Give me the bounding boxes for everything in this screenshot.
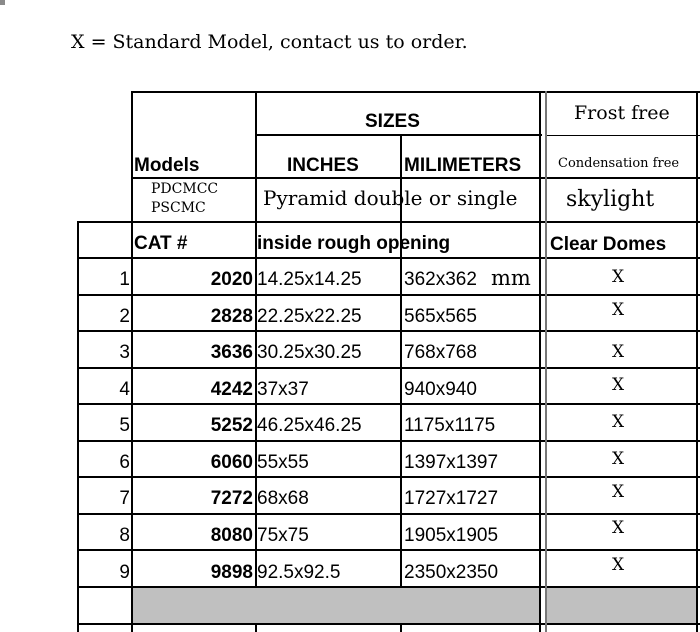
table-rule: [77, 257, 700, 259]
cat-number: 3636: [210, 342, 253, 363]
size-mm: 1397x1397: [404, 452, 499, 473]
size-inches: 92.5x92.5: [257, 562, 341, 583]
size-inches: 75x75: [257, 525, 309, 546]
size-inches: 22.25x22.25: [257, 306, 362, 327]
size-unit: mm: [491, 266, 531, 290]
size-inches: 30.25x30.25: [257, 342, 362, 363]
table-rule: [545, 91, 547, 632]
clear-dome-mark: X: [611, 375, 625, 395]
table-rule: [77, 221, 700, 223]
corner-marker: [0, 0, 5, 5]
cat-header: CAT #: [134, 233, 188, 254]
clear-dome-mark: X: [611, 412, 625, 432]
table-rule: [255, 134, 542, 136]
size-mm: 768x768: [404, 342, 477, 363]
table-rule: [696, 91, 698, 632]
size-mm: 1175x1175: [404, 415, 496, 436]
size-inches: 68x68: [257, 488, 309, 509]
clear-dome-mark: X: [611, 518, 625, 538]
size-mm: 940x940: [404, 379, 477, 400]
table-rule: [77, 549, 700, 551]
row-number: 8: [119, 525, 130, 546]
clear-dome-mark: X: [611, 300, 625, 320]
table-rule: [77, 403, 700, 405]
table-rule: [77, 476, 700, 478]
table-rule: [131, 177, 700, 179]
table-rule: [77, 330, 700, 332]
row-number: 2: [119, 306, 130, 327]
cat-number: 5252: [210, 415, 253, 436]
shaded-cell: [547, 588, 696, 623]
cat-number: 6060: [210, 452, 253, 473]
rough-opening-header: inside rough opening: [257, 233, 451, 254]
clear-dome-mark: X: [611, 555, 625, 575]
sizes-header: SIZES: [365, 111, 420, 132]
clear-domes-header: Clear Domes: [550, 234, 667, 255]
frost-free-header: Frost free: [574, 102, 670, 124]
cat-number: 9898: [210, 562, 253, 583]
cat-number: 7272: [210, 488, 253, 509]
cat-number: 2828: [210, 306, 253, 327]
size-inches: 14.25x14.25: [257, 269, 362, 290]
row-number: 4: [119, 379, 130, 400]
models-header: Models: [134, 155, 200, 176]
table-rule: [77, 294, 700, 296]
model-code-pscmc: PSCMC: [151, 200, 206, 216]
table-rule: [77, 513, 700, 515]
table-rule: [539, 91, 541, 632]
size-mm: 1727x1727: [404, 488, 499, 509]
clear-dome-mark: X: [611, 449, 625, 469]
inches-header: INCHES: [287, 155, 359, 176]
cat-number: 2020: [210, 269, 253, 290]
row-number: 5: [119, 415, 130, 436]
clear-dome-mark: X: [611, 342, 625, 362]
size-mm: 2350x2350: [404, 562, 499, 583]
table-rule: [77, 623, 700, 625]
skylight-header: skylight: [566, 187, 655, 212]
size-inches: 37x37: [257, 379, 309, 400]
model-code-pdcmcc: PDCMCC: [151, 181, 219, 197]
row-number: 6: [119, 452, 130, 473]
cat-number: 4242: [210, 379, 253, 400]
size-inches: 46.25x46.25: [257, 415, 362, 436]
pyramid-header: Pyramid double or single: [263, 186, 518, 210]
clear-dome-mark: X: [611, 267, 625, 287]
row-number: 1: [119, 269, 130, 290]
row-number: 3: [119, 342, 130, 363]
shaded-cell: [133, 588, 539, 623]
millimeters-header: MILIMETERS: [404, 155, 522, 176]
size-mm: 362x362: [404, 269, 477, 290]
size-inches: 55x55: [257, 452, 309, 473]
row-number: 7: [119, 488, 130, 509]
table-rule: [131, 91, 700, 93]
table-rule: [77, 440, 700, 442]
standard-model-note: X = Standard Model, contact us to order.: [71, 31, 468, 53]
size-mm: 1905x1905: [404, 525, 499, 546]
table-rule: [77, 221, 79, 632]
row-number: 9: [119, 562, 130, 583]
cat-number: 8080: [210, 525, 253, 546]
size-mm: 565x565: [404, 306, 477, 327]
table-rule: [77, 367, 700, 369]
table-rule: [546, 135, 700, 136]
condensation-free-header: Condensation free: [558, 156, 680, 171]
clear-dome-mark: X: [611, 482, 625, 502]
